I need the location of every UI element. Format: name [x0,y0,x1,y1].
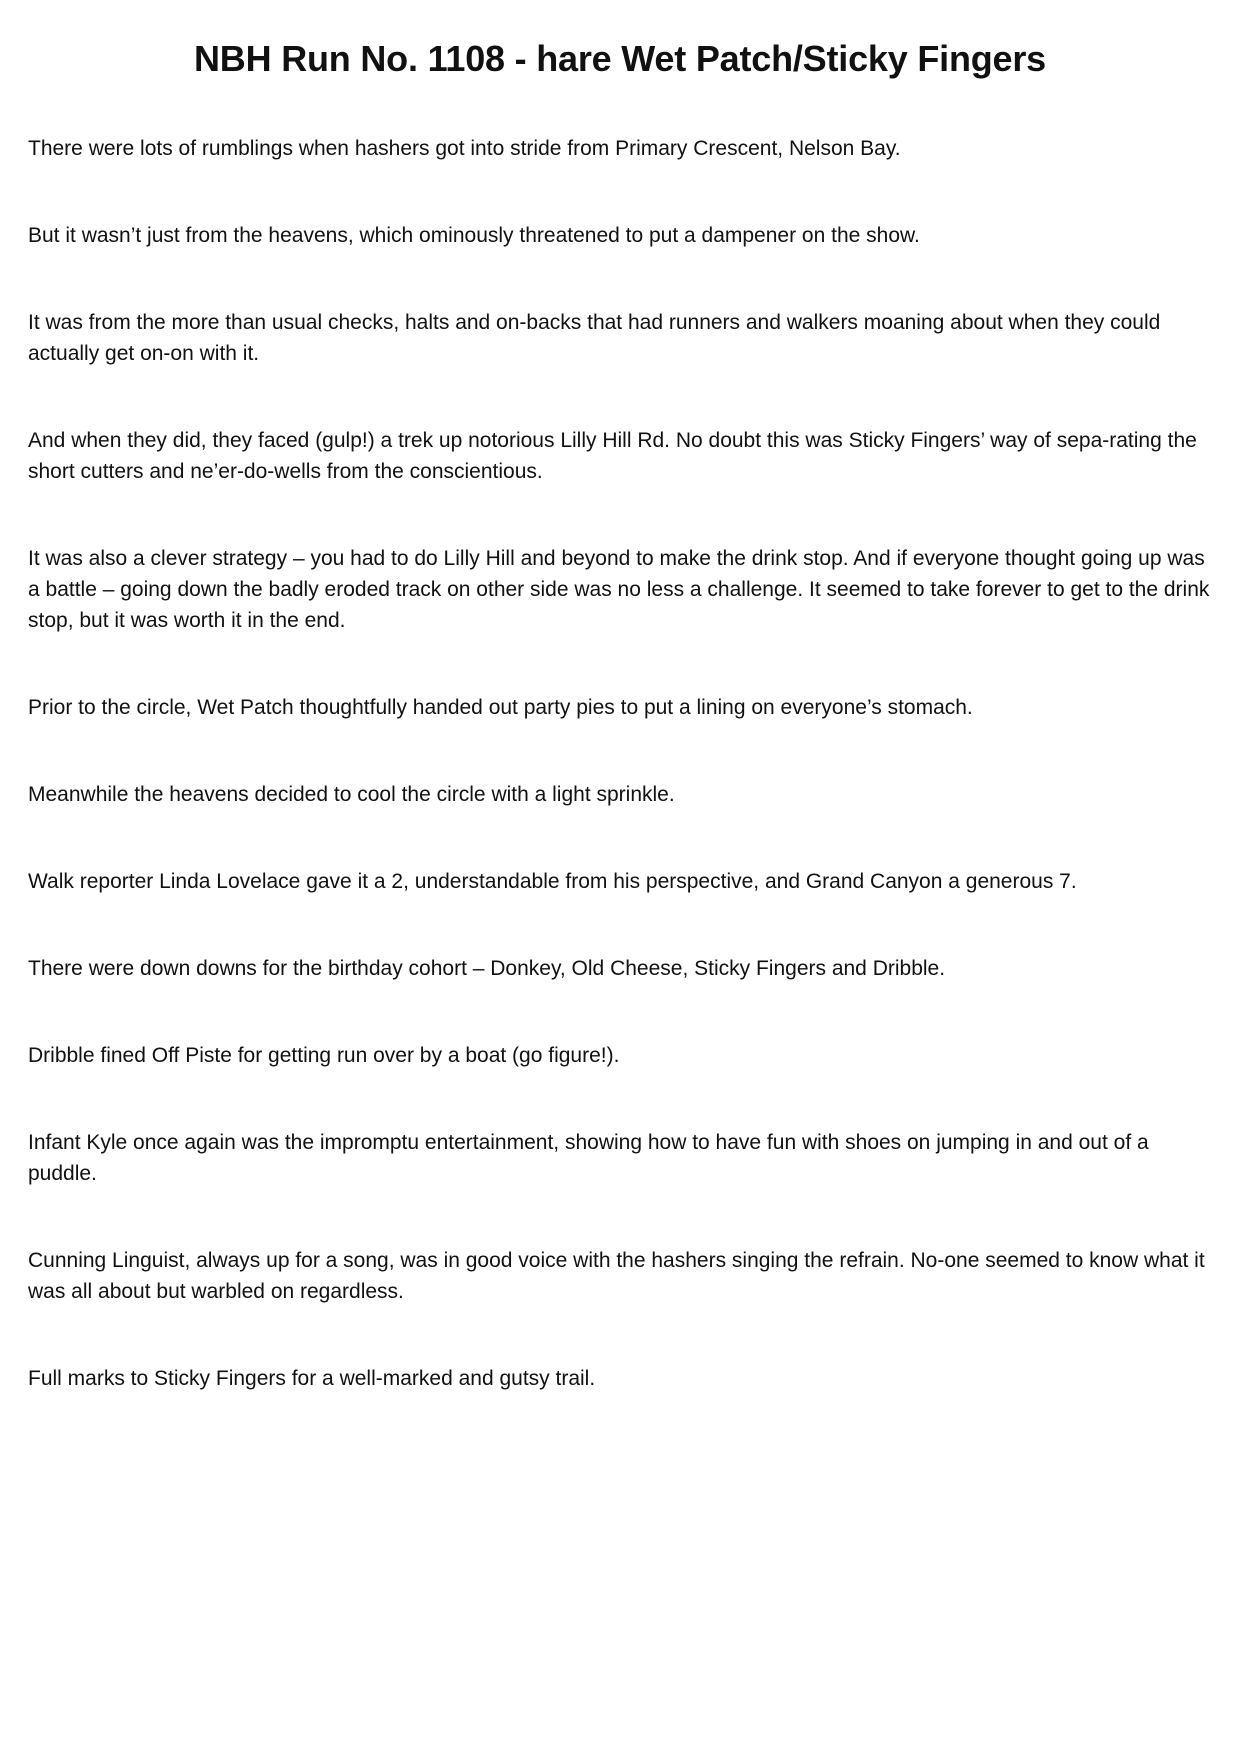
paragraph-5: It was also a clever strategy – you had to do Lilly Hill and beyond to make the drink stop. And if everyone thought going up was a battle – going down the badly eroded track on other side was no less a challenge. It seemed to take forever to get to the drink stop, but it was worth it in the end. [28,547,1210,632]
paragraph-8: Walk reporter Linda Lovelace gave it a 2, understandable from his perspective, and Grand Canyon a generous 7. [28,870,1077,893]
paragraph-13: Full marks to Sticky Fingers for a well-marked and gutsy trail. [28,1367,596,1390]
paragraph-10: Dribble fined Off Piste for getting run over by a boat (go figure!). [28,1044,620,1067]
paragraph-3: It was from the more than usual checks, halts and on-backs that had runners and walkers moaning about when they could actually get on-on with it. [28,311,1161,365]
paragraph-6: Prior to the circle, Wet Patch thoughtfully handed out party pies to put a lining on everyone’s stomach. [28,696,973,719]
article-body [28,133,1216,1450]
paragraph-9: There were down downs for the birthday cohort – Donkey, Old Cheese, Sticky Fingers and Dribble. [28,957,946,980]
paragraph-7: Meanwhile the heavens decided to cool the circle with a light sprinkle. [28,783,675,806]
paragraph-1: There were lots of rumblings when hashers got into stride from Primary Crescent, Nelson Bay. [28,137,901,160]
paragraph-4: And when they did, they faced (gulp!) a trek up notorious Lilly Hill Rd. No doubt this was Sticky Fingers’ way of sepa-rating the short cutters and ne’er-do-wells from the conscientious. [28,429,1197,483]
page-title: NBH Run No. 1108 - hare Wet Patch/Sticky Fingers [194,38,1046,79]
paragraph-11: Infant Kyle once again was the impromptu entertainment, showing how to have fun with shoes on jumping in and out of a puddle. [28,1131,1149,1185]
paragraph-12: Cunning Linguist, always up for a song, was in good voice with the hashers singing the refrain. No-one seemed to know what it was all about but warbled on regardless. [28,1249,1205,1303]
paragraph-2: But it wasn’t just from the heavens, which ominously threatened to put a dampener on the show. [28,224,920,247]
